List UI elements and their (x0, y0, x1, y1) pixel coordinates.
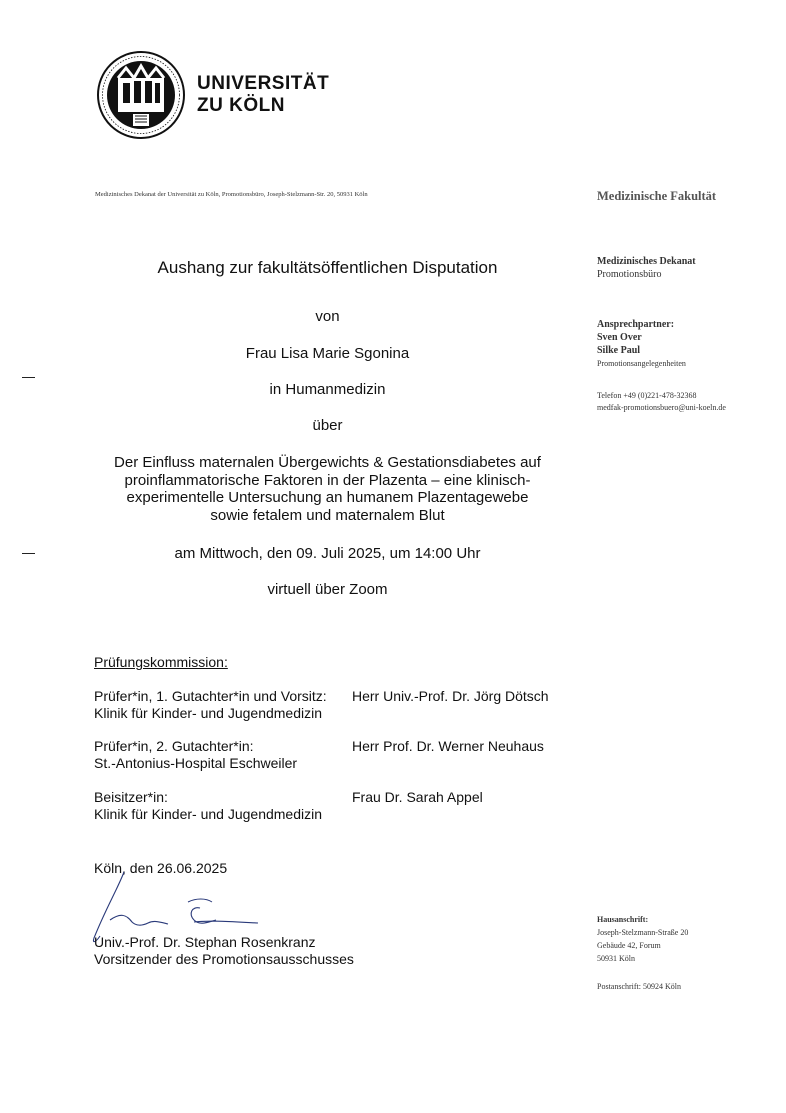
member-affiliation: Klinik für Kinder- und Jugendmedizin (94, 806, 323, 822)
von-text: von (315, 308, 340, 325)
member-affiliation: St.-Antonius-Hospital Eschweiler (94, 755, 298, 771)
department-line2: Promotionsbüro (597, 269, 662, 280)
committee-member-2 (94, 738, 297, 772)
contact-details (597, 390, 726, 414)
contact-label: Ansprechpartner: (597, 319, 675, 330)
disputation-location: virtuell über Zoom (267, 581, 388, 598)
member-role: Prüfer*in, 2. Gutachter*in: (94, 738, 254, 754)
faculty-name: Medizinische Fakultät (597, 189, 717, 203)
candidate-name: Frau Lisa Marie Sgonina (245, 345, 410, 362)
fold-mark-top (22, 377, 35, 378)
thesis-title-line1: Der Einfluss maternalen Übergewichts & Gestationsdiabetes auf (114, 454, 541, 471)
thesis-title-line4: sowie fetalem und maternalem Blut (210, 506, 445, 524)
signature-block (94, 934, 354, 968)
address-line-1: Joseph-Stelzmann-Straße 20 (597, 928, 689, 937)
member-role: Prüfer*in, 1. Gutachter*in und Vorsitz: (94, 688, 327, 704)
address-line-3: 50931 Köln (597, 954, 635, 963)
thesis-title-line2: proinflammatorische Faktoren in der Plazenta – eine klinisch- (124, 471, 531, 489)
university-name-line2: ZU KÖLN (197, 95, 285, 116)
department-block (597, 255, 696, 281)
place-date: Köln, den 26.06.2025 (94, 860, 228, 876)
field-of-study: in Humanmedizin (269, 381, 386, 398)
signer-name: Univ.-Prof. Dr. Stephan Rosenkranz (94, 934, 316, 950)
address-block (597, 913, 688, 965)
contact-role: Promotionsangelegenheiten (597, 359, 686, 368)
member-name-2: Herr Prof. Dr. Werner Neuhaus (352, 738, 544, 754)
disputation-date: am Mittwoch, den 09. Juli 2025, um 14:00 Uhr (174, 545, 481, 562)
committee-member-1 (94, 688, 327, 722)
contact-email[interactable]: medfak-promotionsbuero@uni-koeln.de (597, 403, 726, 412)
sender-line: Medizinisches Dekanat der Universität zu Köln, Promotionsbüro, Joseph-Stelzmann-Str. 20, 50931 Köln (95, 191, 368, 198)
member-affiliation: Klinik für Kinder- und Jugendmedizin (94, 705, 323, 721)
address-line-2: Gebäude 42, Forum (597, 941, 661, 950)
contact-phone: Telefon +49 (0)221-478-32368 (597, 391, 697, 400)
address-label: Hausanschrift: (597, 915, 649, 924)
member-role: Beisitzer*in: (94, 789, 168, 805)
committee-heading: Prüfungskommission: (94, 654, 228, 670)
contact-name-2: Silke Paul (597, 345, 641, 356)
contact-name-1: Sven Over (597, 332, 642, 343)
member-name-3: Frau Dr. Sarah Appel (352, 789, 483, 805)
contact-block (597, 318, 686, 370)
department-line1: Medizinisches Dekanat (597, 256, 696, 267)
thesis-title-line3: experimentelle Untersuchung an humanem Plazentagewebe (126, 489, 529, 506)
notice-title: Aushang zur fakultätsöffentlichen Disputation (157, 258, 498, 277)
ueber-text: über (312, 417, 343, 434)
university-name-line1: UNIVERSITÄT (197, 73, 330, 94)
postal-address: Postanschrift: 50924 Köln (597, 982, 681, 991)
thesis-title (90, 454, 565, 524)
signer-role: Vorsitzender des Promotionsausschusses (94, 951, 354, 967)
university-seal-icon (96, 50, 186, 140)
committee-member-3 (94, 789, 322, 823)
member-name-1: Herr Univ.-Prof. Dr. Jörg Dötsch (352, 688, 549, 704)
fold-mark-bottom (22, 553, 35, 554)
university-name (197, 73, 329, 117)
